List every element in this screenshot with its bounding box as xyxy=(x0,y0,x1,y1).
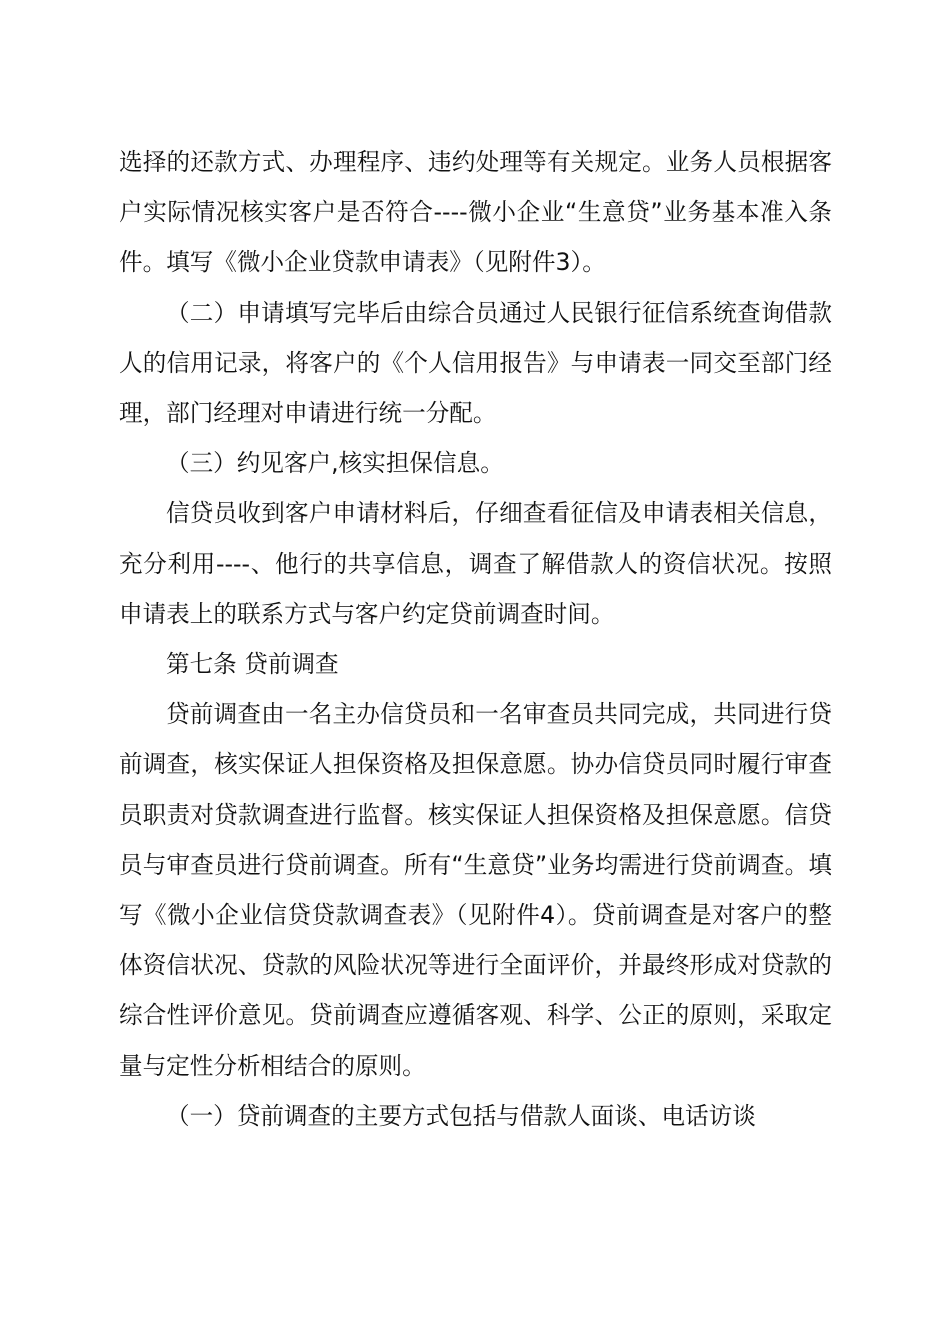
paragraph-pre-loan-investigation: 贷前调查由一名主办信贷员和一名审查员共同完成，共同进行贷前调查，核实保证人担保资格及担保意愿。协办信贷员同时履行审查员职责对贷款调查进行监督。核实保证人担保资格及担保意愿。信贷员与审查员进行贷前调查。所有“生意贷”业务均需进行贷前调查。填写《微小企业信贷贷款调查表》（见附件4）。贷前调查是对客户的整体资信状况、贷款的风险状况等进行全面评价，并最终形成对贷款的综合性评价意见。贷前调查应遵循客观、科学、公正的原则，采取定量与定性分析相结合的原则。 xyxy=(119,700,832,1080)
paragraph-meet-client: （三）约见客户,核实担保信息。 xyxy=(166,449,504,478)
section-heading-article-7: 第七条 贷前调查 xyxy=(166,650,339,679)
paragraph-continuation: 选择的还款方式、办理程序、违约处理等有关规定。业务人员根据客户实际情况核实客户是否符合----微小企业“生意贷”业务基本准入条件。填写《微小企业贷款申请表》（见附件3）。 xyxy=(119,148,832,277)
document-body xyxy=(119,137,832,1141)
paragraph-investigation-methods: （一）贷前调查的主要方式包括与借款人面谈、电话访谈 xyxy=(166,1101,756,1130)
paragraph-credit-inquiry: （二）申请填写完毕后由综合员通过人民银行征信系统查询借款人的信用记录，将客户的《个人信用报告》与申请表一同交至部门经理，部门经理对申请进行统一分配。 xyxy=(119,298,832,428)
paragraph-review-materials: 信贷员收到客户申请材料后，仔细查看征信及申请表相关信息，充分利用----、他行的共享信息，调查了解借款人的资信状况。按照申请表上的联系方式与客户约定贷前调查时间。 xyxy=(119,499,832,628)
